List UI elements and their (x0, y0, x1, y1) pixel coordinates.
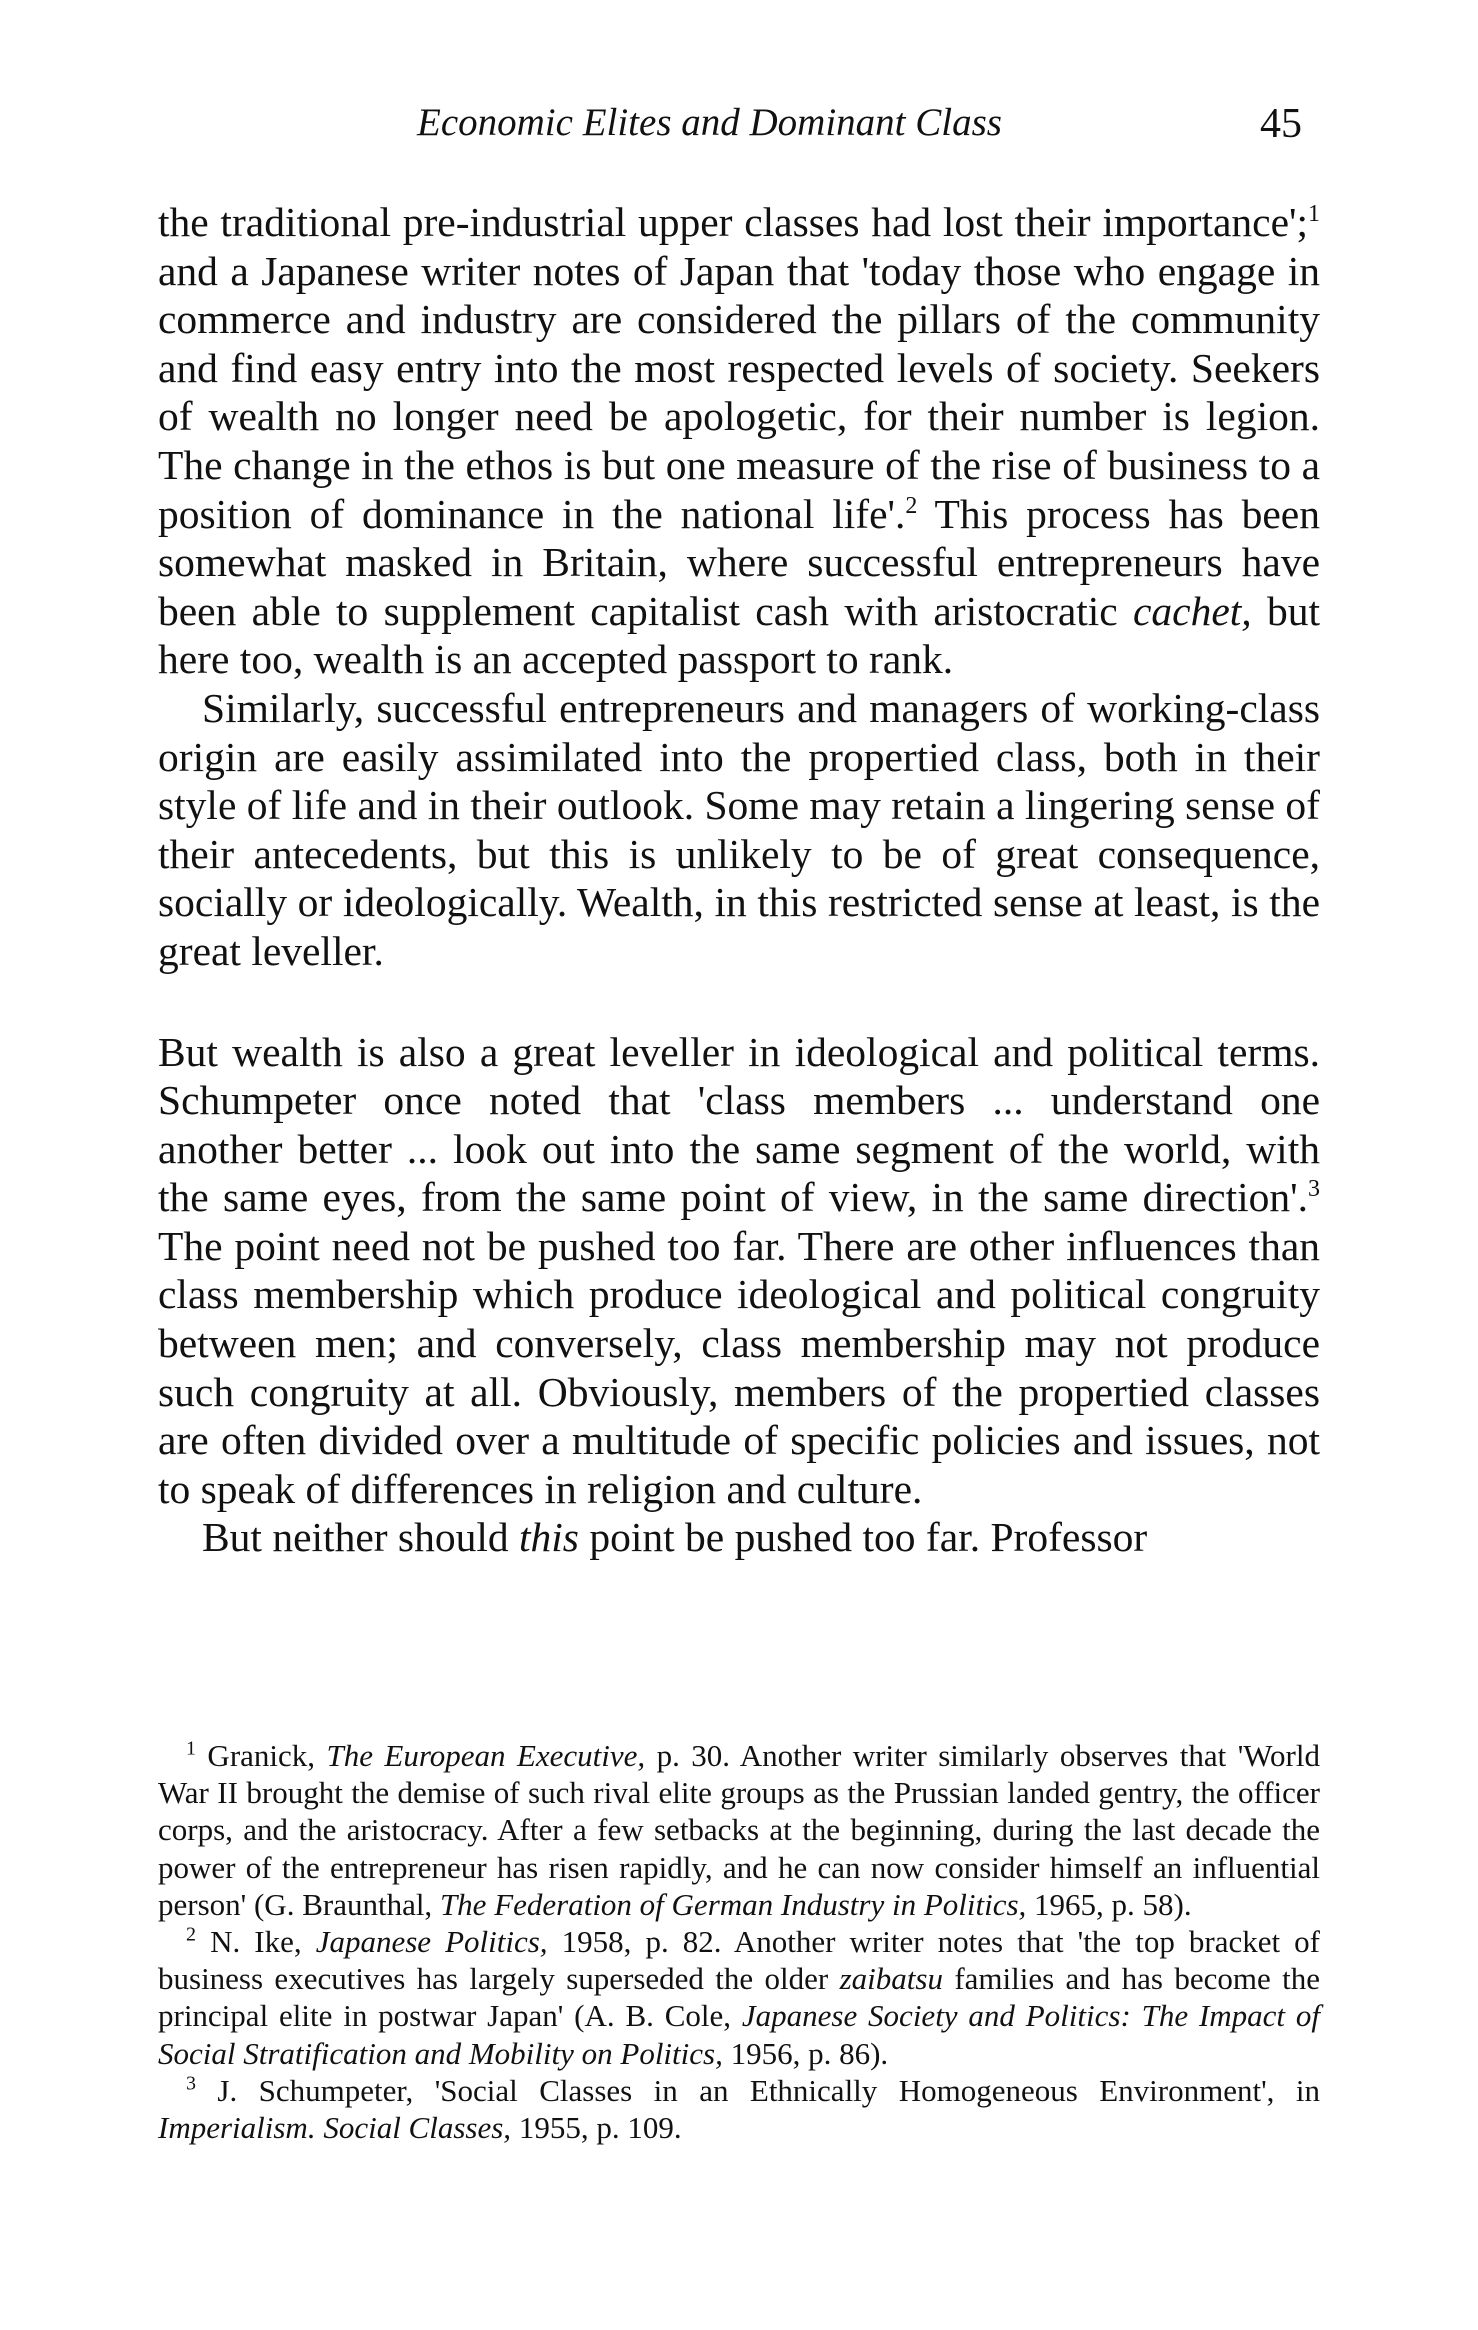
footnote-mark-2: 2 (186, 1923, 196, 1946)
paragraph-1-text-a: the traditional pre-industrial upper classes had lost their importance'; (158, 199, 1308, 245)
footnote-3-text-b: 1955, p. 109. (511, 2110, 682, 2146)
footnote-3-italic-a: Imperialism. Social Classes, (158, 2110, 512, 2146)
footnote-2-text-a: N. Ike, (196, 1924, 316, 1960)
paragraph-3-text-a: But wealth is also a great leveller in ideological and political terms. Schumpeter once noted that 'class members ... understand one another better ... look out into the same segment of the world, with the same eyes, from the same point of view, in the same direction'. (158, 1028, 1320, 1221)
footnote-2-text-d: 1956, p. 86). (722, 2035, 889, 2071)
italic-this: this (519, 1514, 579, 1561)
footnote-2-italic-c: Japanese Society and Politics: The Impact of Social Stratification and Mobility on Politics, (158, 1998, 1320, 2071)
paragraph-3 (158, 1028, 1320, 1514)
footnote-2 (158, 1923, 1320, 2072)
paragraph-1 (158, 198, 1320, 684)
paragraph-4 (158, 1513, 1320, 1562)
paragraph-2: Similarly, successful entrepreneurs and managers of working-class origin are easily assimilated into the propertied class, both in their style of life and in their outlook. Some may retain a lingering sense of their antecedents, but this is unlikely to be of great consequence, socially or ideologically. Wealth, in this restricted sense at least, is the great leveller. (158, 684, 1320, 974)
footnote-1-text-b: p. 30. Another writer similarly observes that 'World War II brought the demise of such rival elite groups as the Prussian landed gentry, the officer corps, and the aristocracy. After a few setbacks at the beginning, during the last decade the power of the entrepreneur has risen rapidly, and he can now consider himself an influential person' (G. Braunthal, (158, 1738, 1320, 1922)
paragraph-1-text-c: This process has been somewhat masked in Britain, where successful entrepreneurs have been able to supplement capitalist cash with aristocratic (158, 490, 1320, 634)
footnote-1-italic-a: The European Executive, (326, 1738, 646, 1773)
footnote-mark-1: 1 (186, 1737, 196, 1760)
footnote-1-text-c: 1965, p. 58). (1026, 1886, 1192, 1922)
footnote-2-italic-a: Japanese Politics, (315, 1924, 548, 1960)
body-text (158, 198, 1320, 1562)
footnote-3 (158, 2072, 1320, 2146)
footnote-1-text-a: Granick, (196, 1738, 327, 1773)
italic-cachet: cachet, (1133, 587, 1252, 634)
paragraph-1-text-d: but here too, wealth is an accepted passport to rank. (158, 587, 1320, 683)
paragraph-3-text-b: The point need not be pushed too far. There are other influences than class membership which produce ideological and political congruity between men; and conversely, class membership may not produce such congruity at all. Obviously, members of the propertied classes are often divided over a multitude of specific policies and issues, not to speak of differences in religion and culture. (158, 1222, 1320, 1512)
paragraph-1-text-b: and a Japanese writer notes of Japan that 'today those who engage in commerce and industry are considered the pillars of the community and find easy entry into the most respected levels of society. Seekers of wealth no longer need be apologetic, for their number is legion. The change in the ethos is but one measure of the rise of business to a position of dominance in the national life'. (158, 247, 1320, 537)
footnote-2-text-b: 1958, p. 82. Another writer notes that 'the top bracket of business executives has largely superseded the older (158, 1924, 1320, 1997)
footnote-1 (158, 1737, 1320, 1923)
paragraph-4-text-b: point be pushed too far. Professor (578, 1514, 1148, 1561)
footnotes (158, 1737, 1320, 2146)
footnote-ref-1: 1 (1308, 201, 1320, 228)
page-number: 45 (1260, 101, 1302, 147)
footnote-mark-3: 3 (186, 2072, 196, 2095)
paragraph-4-text-a: But neither should (202, 1514, 519, 1561)
footnote-1-italic-b: The Federation of German Industry in Politics, (439, 1886, 1027, 1922)
footnote-ref-2: 2 (905, 492, 918, 519)
footnote-2-text-c: families and has become the principal elite in postwar Japan' (A. B. Cole, (158, 1961, 1320, 2034)
footnote-2-italic-b: zaibatsu (839, 1961, 943, 1997)
running-header-title: Economic Elites and Dominant Class (417, 101, 1002, 144)
footnote-ref-3: 3 (1308, 1176, 1320, 1203)
footnote-3-text-a: J. Schumpeter, 'Social Classes in an Ethnically Homogeneous Environment', in (196, 2072, 1320, 2108)
